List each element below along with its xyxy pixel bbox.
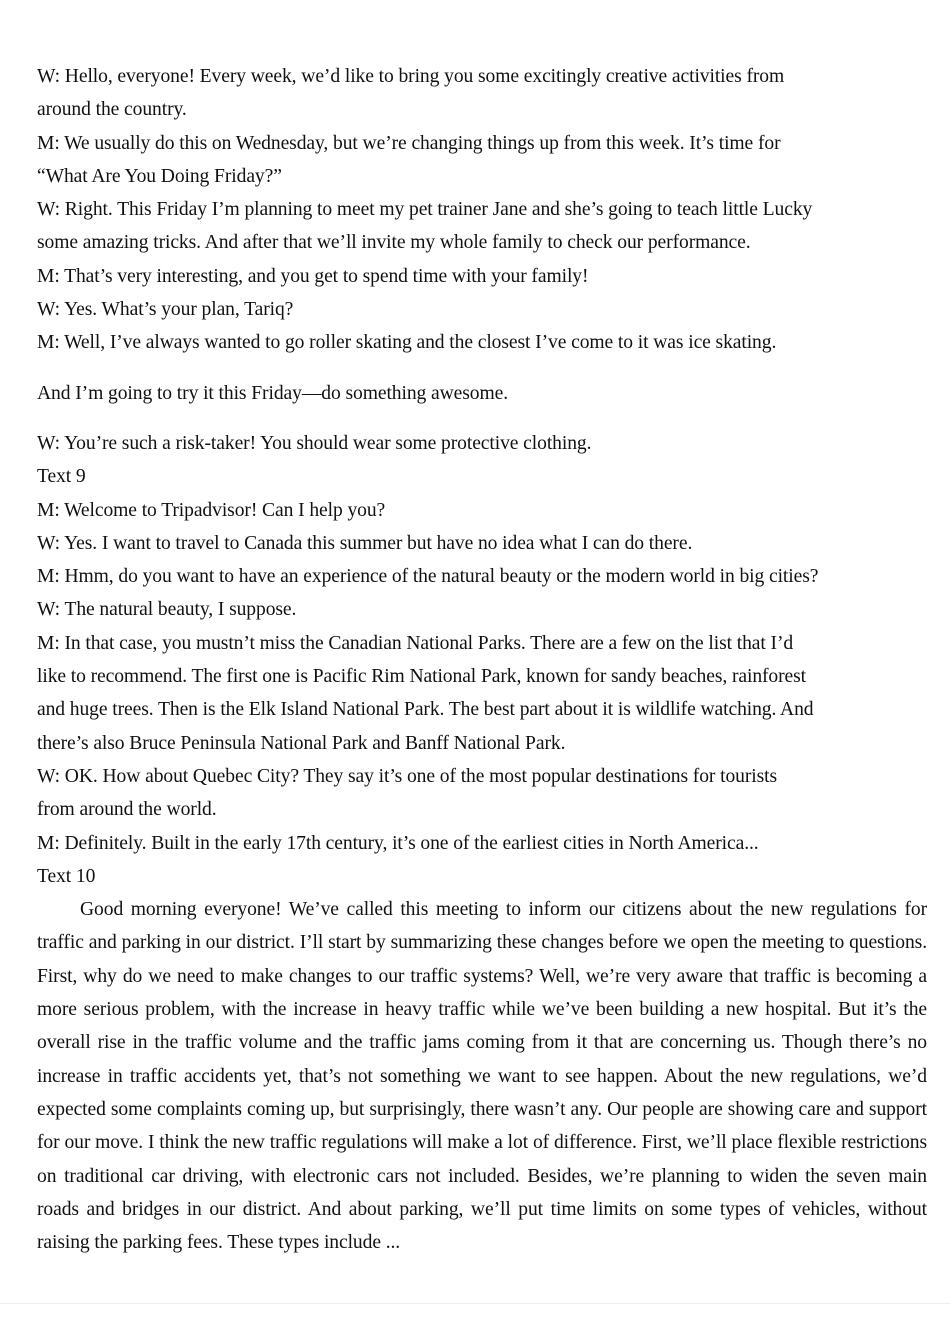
dialogue-line: M: That’s very interesting, and you get to spend time with your family! bbox=[37, 265, 589, 287]
dialogue-line: and huge trees. Then is the Elk Island National Park. The best part about it is wildlife watching. And bbox=[37, 699, 814, 721]
text8-dialogue bbox=[37, 60, 927, 460]
dialogue-line: there’s also Bruce Peninsula National Park and Banff National Park. bbox=[37, 732, 566, 754]
dialogue-line: M: Definitely. Built in the early 17th century, it’s one of the earliest cities in North America... bbox=[37, 832, 759, 854]
dialogue-line: W: Hello, everyone! Every week, we’d like to bring you some excitingly creative activities from bbox=[37, 66, 785, 87]
dialogue-continuation: And I’m going to try it this Friday—do something awesome. bbox=[37, 382, 509, 404]
document-page bbox=[37, 60, 927, 1259]
text10-heading: Text 10 bbox=[37, 865, 96, 887]
dialogue-line: “What Are You Doing Friday?” bbox=[37, 165, 282, 187]
dialogue-line: like to recommend. The first one is Pacific Rim National Park, known for sandy beaches, rainforest bbox=[37, 666, 807, 688]
dialogue-line: W: Right. This Friday I’m planning to meet my pet trainer Jane and she’s going to teach little Lucky bbox=[37, 199, 813, 221]
dialogue-line: W: Yes. What’s your plan, Tariq? bbox=[37, 299, 294, 321]
text10-monologue: Good morning everyone! We’ve called this meeting to inform our citizens about the new regulations for traffic and parking in our district. I’ll start by summarizing these changes before we open the meeting to questions. First, why do we need to make changes to our traffic systems? Well, we’re very aware that traffic is becoming a more serious problem, with the increase in heavy traffic while we’ve been building a new hospital. But it’s the overall rise in the traffic volume and the traffic jams coming from it that are concerning us. Though there’s no increase in traffic accidents yet, that’s not something we want to see happen. About the new regulations, we’d expected some complaints coming up, but surprisingly, there wasn’t any. Our people are showing care and support for our move. I think the new traffic regulations will make a lot of difference. First, we’ll place flexible restrictions on traditional car driving, with electronic cars not included. Besides, we’re planning to widen the seven main roads and bridges in our district. And about parking, we’ll put time limits on some types of vehicles, without raising the parking fees. These types include ... bbox=[37, 899, 927, 1254]
dialogue-line: M: Hmm, do you want to have an experience of the natural beauty or the modern world in big cities? bbox=[37, 566, 819, 588]
dialogue-line: some amazing tricks. And after that we’ll invite my whole family to check our performance. bbox=[37, 232, 751, 254]
dialogue-line: from around the world. bbox=[37, 799, 217, 821]
dialogue-line: W: Yes. I want to travel to Canada this summer but have no idea what I can do there. bbox=[37, 532, 693, 554]
text9-dialogue bbox=[37, 494, 927, 860]
dialogue-line: W: OK. How about Quebec City? They say it’s one of the most popular destinations for tourists bbox=[37, 765, 778, 787]
dialogue-line: W: The natural beauty, I suppose. bbox=[37, 599, 297, 621]
dialogue-line: around the country. bbox=[37, 99, 187, 121]
dialogue-line: M: We usually do this on Wednesday, but we’re changing things up from this week. It’s time for bbox=[37, 132, 781, 154]
dialogue-line: M: In that case, you mustn’t miss the Canadian National Parks. There are a few on the list that I’d bbox=[37, 632, 794, 654]
dialogue-line: W: You’re such a risk-taker! You should wear some protective clothing. bbox=[37, 432, 592, 454]
text9-heading: Text 9 bbox=[37, 466, 86, 488]
page-bottom-divider bbox=[0, 1303, 950, 1304]
dialogue-line: M: Well, I’ve always wanted to go roller skating and the closest I’ve come to it was ice skating. bbox=[37, 332, 777, 354]
dialogue-line: M: Welcome to Tripadvisor! Can I help you? bbox=[37, 499, 386, 521]
